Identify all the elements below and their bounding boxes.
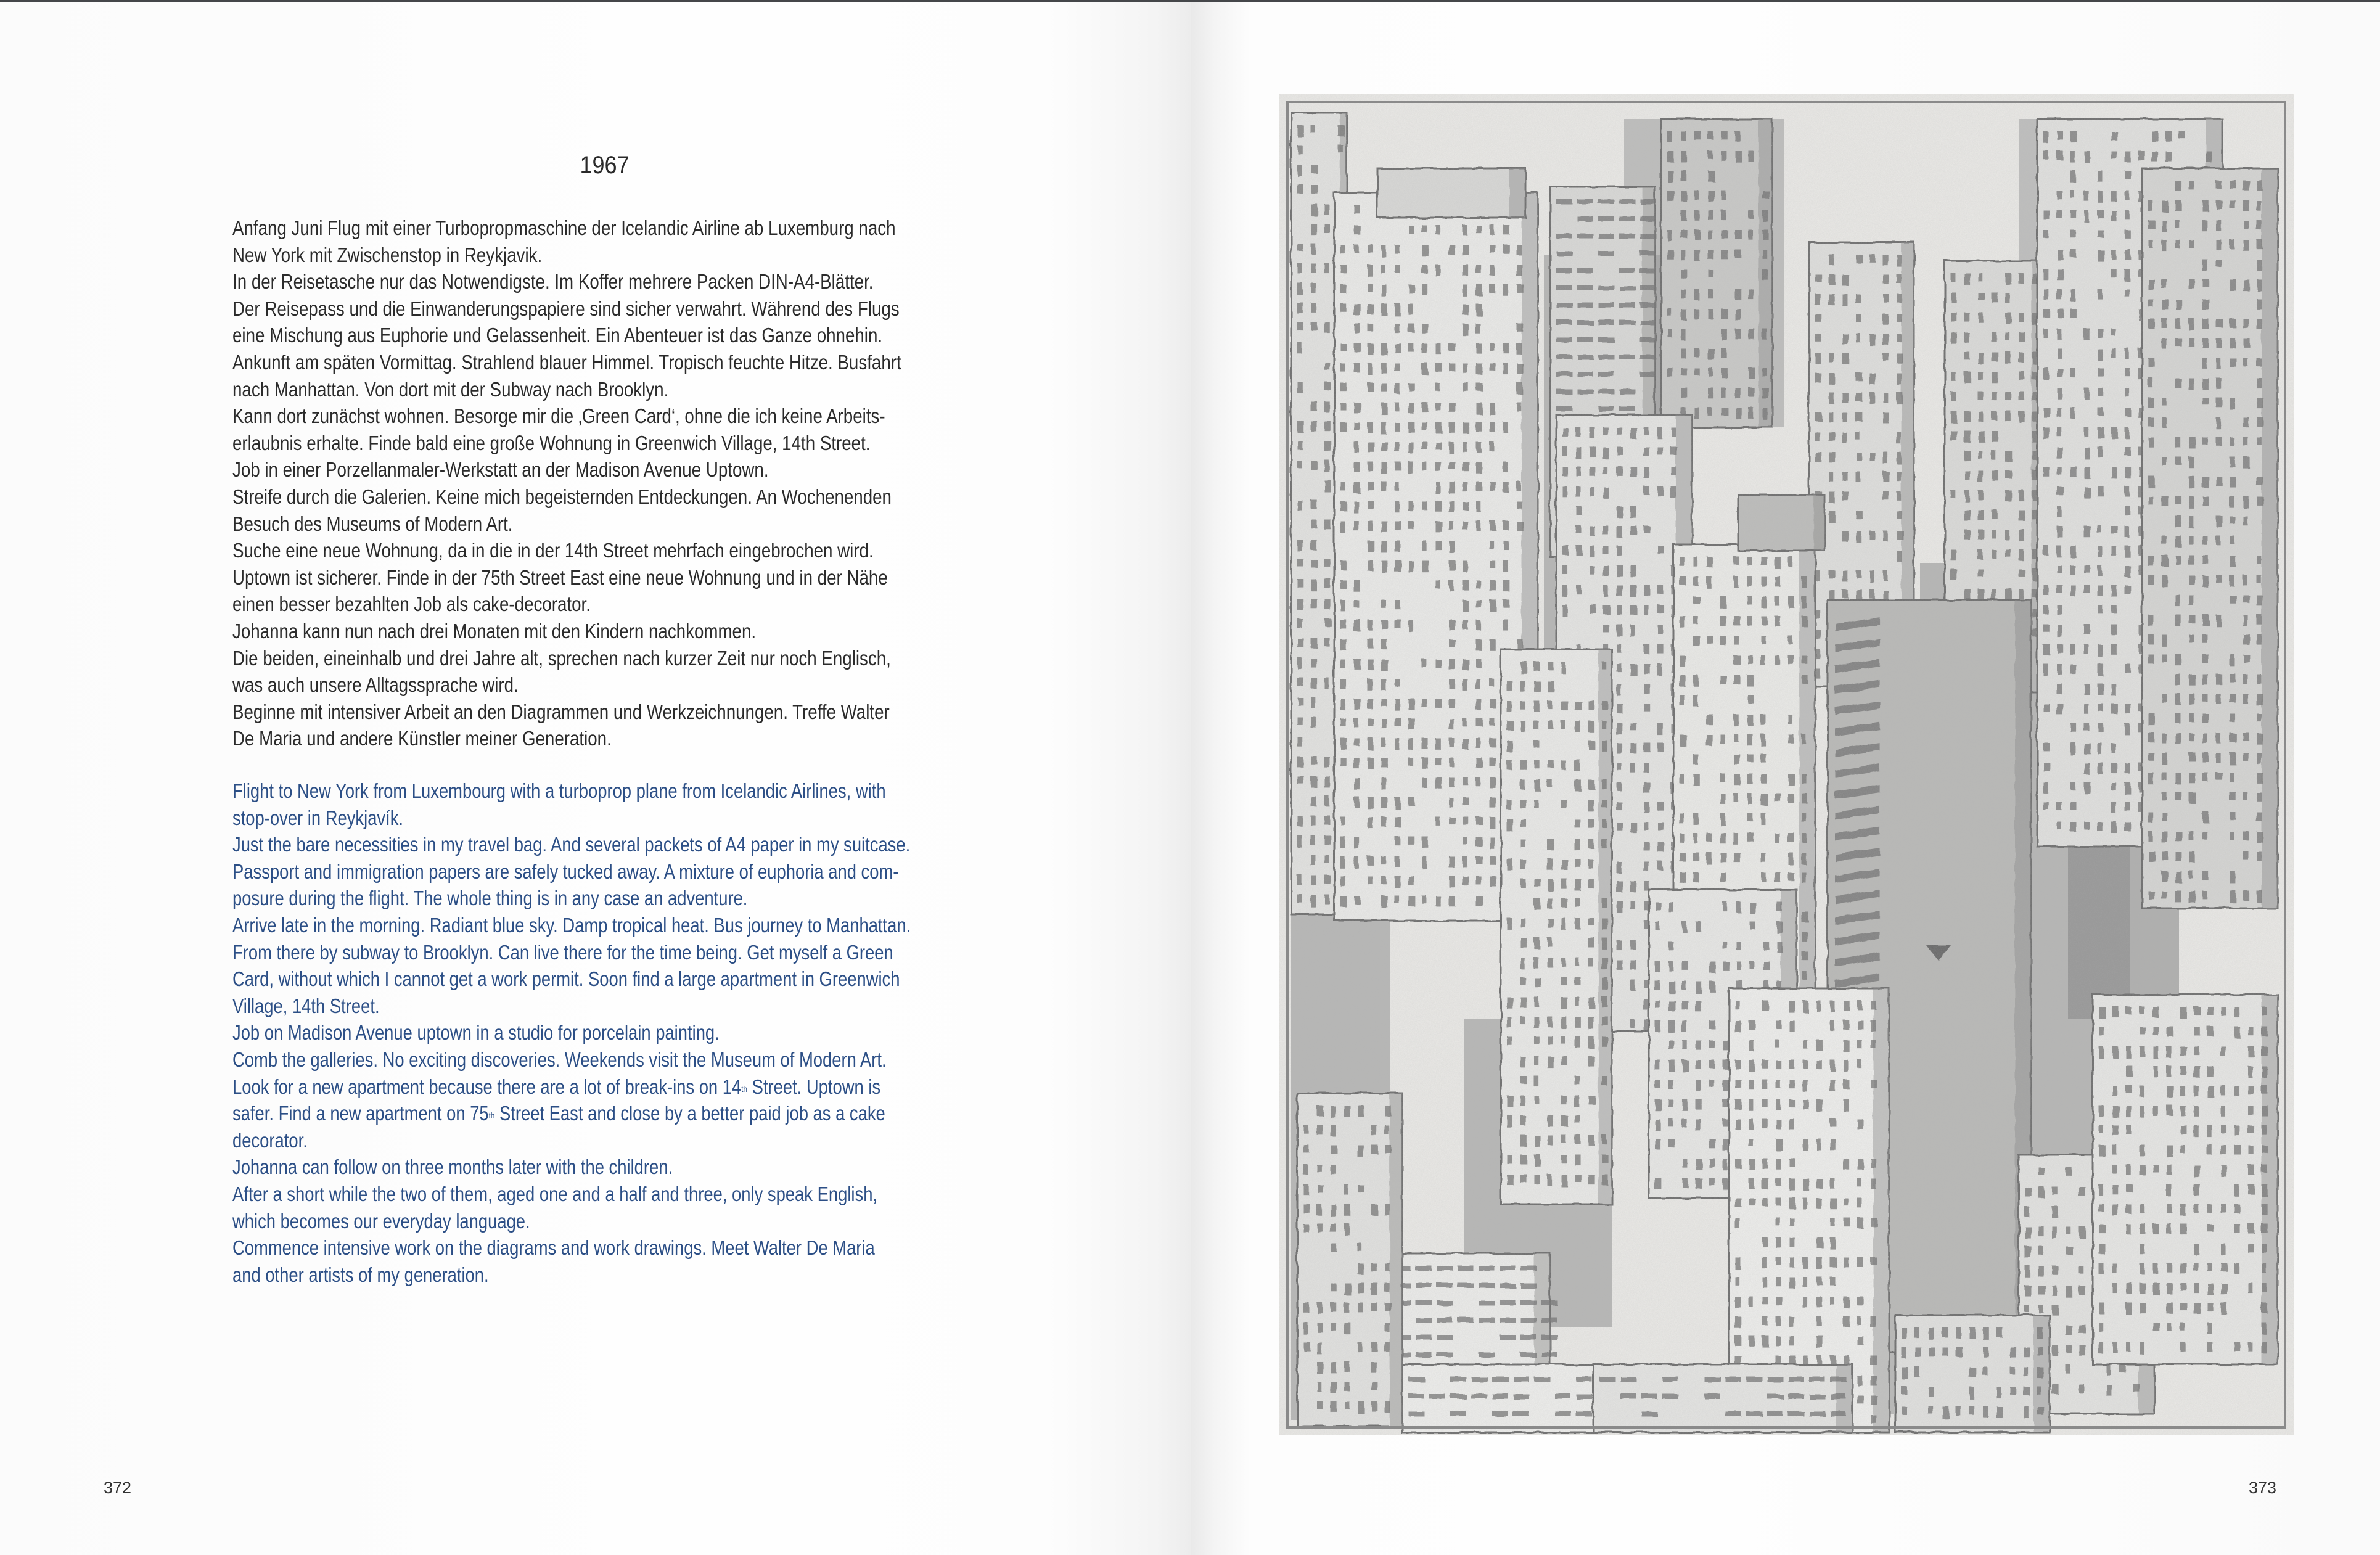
page-number-left: 372: [104, 1479, 132, 1497]
text-run: Look for a new apartment because there are a lot of break-ins on 14: [232, 1075, 742, 1098]
left-page: [0, 2, 1191, 1555]
page-number-right: 373: [2249, 1479, 2277, 1497]
german-text-line: In der Reisetasche nur das Notwendigste. Im Koffer mehrere Packen DIN-A4-Blätter.: [232, 270, 874, 293]
ordinal-superscript: th: [741, 1083, 747, 1094]
german-text-line: Beginne mit intensiver Arbeit an den Diagrammen und Werkzeichnungen. Treffe Walter: [232, 700, 890, 723]
english-text-line: Flight to New York from Luxembourg with a turboprop plane from Icelandic Airlines, with: [232, 779, 886, 802]
german-text-line: Anfang Juni Flug mit einer Turbopropmaschine der Icelandic Airline ab Luxemburg nach: [232, 216, 896, 239]
english-text-line: Village, 14th Street.: [232, 994, 380, 1017]
german-text-line: was auch unsere Alltagssprache wird.: [232, 673, 519, 697]
german-text-line: eine Mischung aus Euphorie und Gelassenheit. Ein Abenteuer ist das Ganze ohnehin.: [232, 324, 883, 347]
english-text-line: which becomes our everyday language.: [232, 1209, 530, 1233]
german-text-line: Streife durch die Galerien. Keine mich begeisternden Entdeckungen. An Wochenenden: [232, 485, 892, 508]
pencil-grain-texture: [1279, 94, 2294, 1435]
english-text-line: Card, without which I cannot get a work permit. Soon find a large apartment in Greenwich: [232, 967, 900, 991]
english-text-line: posure during the flight. The whole thing is in any case an adventure.: [232, 887, 748, 910]
german-text-line: Johanna kann nun nach drei Monaten mit den Kindern nachkommen.: [232, 619, 757, 642]
english-text-block: [232, 778, 1050, 1288]
english-text-line: decorator.: [232, 1128, 308, 1152]
german-text-line: Suche eine neue Wohnung, da in die in der 14th Street mehrfach eingebrochen wird.: [232, 539, 874, 562]
german-text-line: Uptown ist sicherer. Finde in der 75th Street East eine neue Wohnung und in der Nähe: [232, 565, 888, 589]
english-text-line: After a short while the two of them, aged one and a half and three, only speak English,: [232, 1182, 878, 1205]
drawing-canvas: [1279, 94, 2294, 1435]
text-run: Street East and close by a better paid job as a cake: [494, 1102, 885, 1125]
english-text-line: Comb the galleries. No exciting discoveries. Weekends visit the Museum of Modern Art.: [232, 1048, 887, 1071]
german-text-line: Die beiden, eineinhalb und drei Jahre alt, sprechen nach kurzer Zeit nur noch Englisch,: [232, 646, 891, 670]
german-text-line: erlaubnis erhalte. Finde bald eine große Wohnung in Greenwich Village, 14th Street.: [232, 431, 871, 454]
english-text-line: Arrive late in the morning. Radiant blue sky. Damp tropical heat. Bus journey to Manhattan.: [232, 913, 911, 937]
ordinal-superscript: th: [488, 1110, 495, 1121]
english-text-line: Commence intensive work on the diagrams and work drawings. Meet Walter De Maria: [232, 1236, 875, 1260]
text-run: Street. Uptown is: [747, 1075, 881, 1098]
english-text-line: stop-over in Reykjavík.: [232, 806, 404, 829]
german-text-line: Besuch des Museums of Modern Art.: [232, 512, 513, 535]
english-text-line: [232, 1100, 911, 1127]
skyline-pencil-drawing: [1279, 94, 2294, 1435]
german-text-line: einen besser bezahlten Job als cake-decorator.: [232, 593, 591, 616]
german-text-line: De Maria und andere Künstler meiner Generation.: [232, 727, 612, 750]
german-text-block: [232, 215, 1028, 752]
english-text-line: Just the bare necessities in my travel bag. And several packets of A4 paper in my suitcase.: [232, 833, 911, 856]
german-text-line: Kann dort zunächst wohnen. Besorge mir die ‚Green Card‘, ohne die ich keine Arbeits-: [232, 404, 885, 428]
german-text-line: Job in einer Porzellanmaler-Werkstatt an der Madison Avenue Uptown.: [232, 458, 769, 482]
german-text-line: nach Manhattan. Von dort mit der Subway nach Brooklyn.: [232, 377, 669, 401]
english-text-line: [232, 1073, 911, 1101]
text-run: safer. Find a new apartment on 75: [232, 1102, 489, 1125]
english-text-line: Job on Madison Avenue uptown in a studio for porcelain painting.: [232, 1021, 720, 1044]
german-text-line: Ankunft am späten Vormittag. Strahlend blauer Himmel. Tropisch feuchte Hitze. Busfahrt: [232, 350, 901, 374]
english-text-line: From there by subway to Brooklyn. Can live there for the time being. Get myself a Green: [232, 940, 893, 964]
year-heading: [0, 152, 1191, 179]
german-text-line: Der Reisepass und die Einwanderungspapiere sind sicher verwahrt. Während des Flugs: [232, 297, 900, 320]
german-text-line: New York mit Zwischenstop in Reykjavik.: [232, 243, 543, 266]
english-text-line: and other artists of my generation.: [232, 1263, 489, 1286]
english-text-line: Johanna can follow on three months later with the children.: [232, 1155, 673, 1179]
english-text-line: Passport and immigration papers are safely tucked away. A mixture of euphoria and com-: [232, 860, 899, 883]
year-heading-text: 1967: [579, 152, 630, 179]
